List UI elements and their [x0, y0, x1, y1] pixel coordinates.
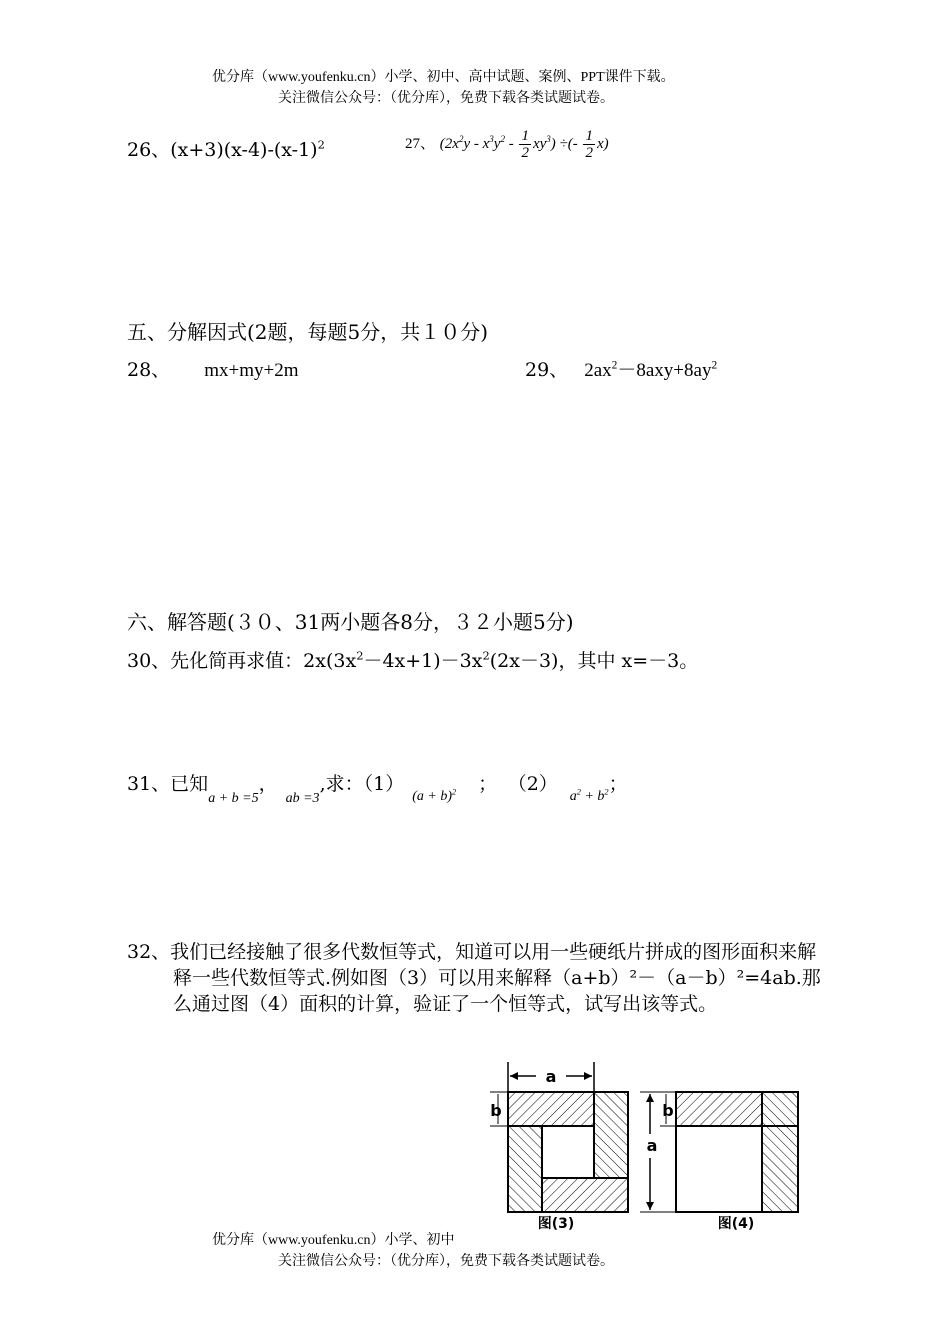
q26-expression: (x+3)(x-4)-(x-1): [170, 139, 318, 161]
q31-expression-1: (a + b)2: [412, 787, 457, 804]
q27-term-5: xy: [532, 135, 547, 152]
fig3-arrowhead-right: [584, 1072, 592, 1080]
q28-expression: mx+my+2m: [204, 360, 299, 381]
question-27: [405, 128, 609, 161]
fig3-label-a: a: [545, 1067, 557, 1086]
q29-number: 29、: [525, 359, 569, 381]
q31-ask: ,求：（1）: [319, 773, 405, 795]
fig4-top-rect: [676, 1092, 762, 1126]
q27-term-2: y - x: [463, 135, 490, 152]
section-6-title: 六、解答题(３０、31两小题各8分，３２小题5分): [127, 610, 574, 634]
q31-expression-2: a2 + b2: [569, 787, 609, 804]
q26-exponent: 2: [317, 137, 325, 152]
fig3-caption: 图(3): [537, 1216, 575, 1232]
q31-separator-1: ，: [258, 773, 278, 795]
q31-separator-2: ；: [478, 773, 498, 795]
fig3-right-rect: [594, 1092, 628, 1178]
fig3-arrowhead-left: [510, 1072, 518, 1080]
question-28: [127, 355, 299, 382]
q27-exp-3: 2: [500, 133, 505, 144]
q30-text-1: 30、先化简再求值：2x(3x: [127, 650, 357, 672]
fig4-label-b: b: [662, 1101, 674, 1120]
footer-line-2: 关注微信公众号：（优分库），免费下载各类试题试卷。: [278, 1254, 614, 1269]
fig4-right-rect: [762, 1126, 798, 1212]
q31-condition-2: ab =3: [285, 791, 320, 806]
q27-exp-5: 3: [546, 133, 551, 144]
fig4-caption: 图(4): [717, 1216, 755, 1232]
figure-3: [490, 1062, 628, 1232]
q27-term-6: ) ÷(-: [550, 135, 582, 152]
q27-expression: [439, 128, 609, 161]
question-30: [127, 646, 698, 673]
section-5-title: 五、分解因式(2题，每题5分，共１０分): [127, 320, 489, 344]
question-31: [127, 769, 628, 806]
header-line-2: 关注微信公众号：（优分库），免费下载各类试题试卷。: [278, 91, 614, 106]
figures-diagram: [480, 1058, 820, 1238]
q27-exp-1: 2: [458, 133, 464, 144]
q30-text-3: (2x－3)，其中 x=－3。: [489, 650, 699, 672]
q27-term-4: -: [504, 135, 518, 152]
header-line-1: 优分库（www.youfenku.cn）小学、初中、高中试题、案例、PPT课件下载。: [212, 70, 675, 85]
fig4-arrowhead-down: [646, 1202, 654, 1210]
figure-4: [640, 1092, 798, 1232]
q29-expression: $2ax^2-8axy+8ay^2$: [584, 359, 718, 381]
q28-number: 28、: [127, 359, 171, 381]
fig3-label-b: b: [490, 1101, 502, 1120]
q26-number: 26、: [127, 139, 171, 161]
q31-part-2: （2）: [517, 773, 558, 795]
question-32: 32、我们已经接触了很多代数恒等式，知道可以用一些硬纸片拼成的图形面积来解释一些代数恒等式.例如图（3）可以用来解释（a+b）²－（a－b）²=4ab.那么通过图（4）面积的计算，验证了一个恒等式，试写出该等式。: [127, 941, 821, 1015]
fig4-corner-rect: [762, 1092, 798, 1126]
fig3-bottom-rect: [542, 1178, 628, 1212]
question-29: [525, 355, 717, 382]
q27-exp-2: 3: [489, 133, 494, 144]
q31-condition-1: a + b =5: [208, 791, 259, 806]
q27-number: 27、: [405, 135, 436, 152]
q31-lead: 31、已知: [127, 773, 209, 795]
q30-exp-1: 2: [356, 648, 364, 663]
fig3-left-rect: [508, 1126, 542, 1212]
fig4-inner-square: [676, 1126, 762, 1212]
q27-term-1: (2x: [439, 135, 459, 152]
q31-end: ；: [608, 773, 628, 795]
q27-term-3: y: [493, 135, 501, 152]
fig4-label-a: a: [646, 1136, 658, 1155]
footer-line-1: 优分库（www.youfenku.cn）小学、初中: [212, 1229, 455, 1249]
q27-term-7: x): [596, 135, 609, 152]
q27-fraction-1: $\frac{1}{2}$: [521, 128, 529, 161]
q30-text-2: －4x+1)－3x: [363, 650, 483, 672]
question-26: [127, 135, 325, 162]
fig3-top-rect: [508, 1092, 594, 1126]
q30-exp-2: 2: [482, 648, 490, 663]
fig4-arrowhead-up: [646, 1094, 654, 1102]
q27-fraction-2: $\frac{1}{2}$: [585, 128, 593, 161]
